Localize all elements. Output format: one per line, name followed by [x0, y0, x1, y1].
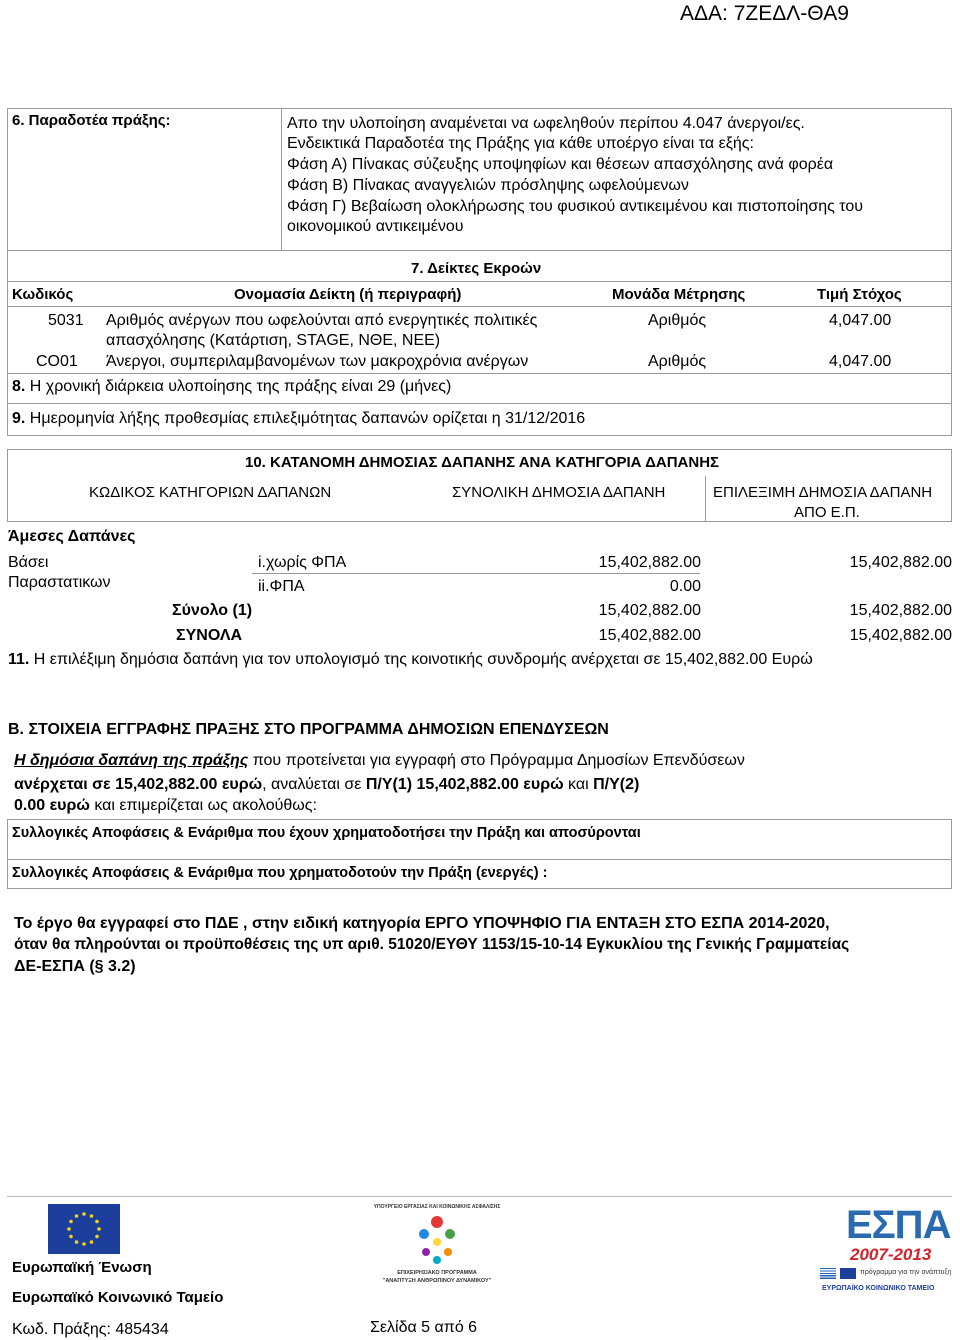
- decisions-box-mid: [7, 859, 952, 860]
- section-b-title: Β. ΣΤΟΙΧΕΙΑ ΕΓΓΡΑΦΗΣ ΠΡΑΞΗΣ ΣΤΟ ΠΡΟΓΡΑΜΜΑ ΔΗΜΟΣΙΩΝ ΕΠΕΝΔΥΣΕΩΝ: [8, 721, 609, 738]
- deadline-line: [12, 409, 585, 429]
- pde-paragraph-line2: [14, 775, 639, 795]
- ministry-programme-name: "ΑΝΑΠΤΥΞΗ ΑΝΘΡΩΠΙΝΟΥ ΔΥΝΑΜΙΚΟΥ": [382, 1278, 492, 1284]
- deliverables-line-1: Απο την υλοποίηση αναμένεται να ωφεληθούν περίπου 4.047 άνεργοι/ες.: [287, 115, 805, 132]
- eu-star: [95, 1220, 99, 1224]
- section7-right-border: [951, 251, 952, 436]
- deliverables-line-6: οικονομικού αντικειμένου: [287, 218, 464, 235]
- eu-small-flag-icon: [840, 1268, 856, 1279]
- public-expense-text: που προτείνεται για εγγραφή στο Πρόγραμμα Δημοσίων Επενδύσεων: [248, 752, 745, 769]
- ministry-logo: [372, 1204, 502, 1296]
- footer-page-number: Σελίδα 5 από 6: [370, 1319, 478, 1336]
- eu-flag-logo: [48, 1204, 120, 1254]
- ministry-emblem-icon: [412, 1214, 462, 1266]
- allocation-col-eligible-cont: ΑΠΟ Ε.Π.: [794, 504, 860, 521]
- registration-note-line2: όταν θα πληρούνται οι προϋποθέσεις της υπ αριθ. 51020/ΕΥΘΥ 1153/15-10-14 Εγκυκλίου της Γενικής Γραμματείας: [14, 936, 850, 953]
- section9-number: 9.: [12, 410, 26, 427]
- indicator-code: 5031: [48, 312, 84, 329]
- eu-star: [69, 1220, 73, 1224]
- espa-wordmark: ΕΣΠΑ: [846, 1203, 951, 1247]
- budget-1: Π/Υ(1) 15,402,882.00 ευρώ: [365, 776, 564, 793]
- section8-top-border: [7, 373, 952, 374]
- sum1-label: Σύνολο (1): [172, 602, 253, 619]
- decisions-box-right: [951, 819, 952, 889]
- espa-logo: [810, 1200, 960, 1300]
- amount-total: ανέρχεται σε 15,402,882.00 ευρώ: [14, 776, 263, 793]
- section6-label: 6. Παραδοτέα πράξης:: [12, 112, 171, 129]
- indicator-unit: Αριθμός: [648, 353, 707, 370]
- emblem-dot-2: [419, 1229, 429, 1239]
- greek-flag-icon: [820, 1268, 836, 1279]
- decisions-box-left: [7, 819, 8, 889]
- section10-top-border: [7, 449, 952, 450]
- row-vat-label: ii.ΦΠΑ: [258, 578, 305, 595]
- indicators-col-code: Κωδικός: [12, 286, 74, 303]
- section10-col-divider: [705, 476, 706, 522]
- pde-paragraph-line3: [14, 796, 317, 816]
- pde-paragraph-line1: [14, 751, 745, 771]
- deliverables-line-3: Φάση Α) Πίνακας σύζευξης υποψηφίων και θέσεων απασχόλησης ανά φορέα: [287, 156, 834, 173]
- budget-2-amount: 0.00 ευρώ: [14, 797, 90, 814]
- section9-top-border: [7, 403, 952, 404]
- indicator-code: CO01: [36, 353, 78, 370]
- footer-rule: [7, 1196, 952, 1197]
- section10-right-border: [951, 449, 952, 522]
- sum1-total: 15,402,882.00: [598, 602, 701, 619]
- duration-text: Η χρονική διάρκεια υλοποίησης της πράξης είναι 29 (μήνες): [25, 378, 452, 395]
- indicators-col-name: Ονομασία Δείκτη (ή περιγραφή): [234, 286, 462, 303]
- indicator-unit: Αριθμός: [648, 312, 707, 329]
- eu-star: [67, 1227, 71, 1231]
- eu-star: [69, 1235, 73, 1239]
- footer-project-code: Κωδ. Πράξης: 485434: [12, 1321, 169, 1338]
- section6-left-border: [7, 108, 8, 251]
- decisions-box-top: [7, 819, 952, 820]
- eu-star: [75, 1240, 79, 1244]
- section6-divider: [281, 108, 282, 251]
- allocation-col-category: ΚΩΔΙΚΟΣ ΚΑΤΗΓΟΡΙΩΝ ΔΑΠΑΝΩΝ: [89, 484, 332, 501]
- indicator-name-cont: απασχόλησης (Κατάρτιση, STAGE, ΝΘΕ, ΝΕΕ): [106, 332, 441, 349]
- ministry-name: ΥΠΟΥΡΓΕΙΟ ΕΡΓΑΣΙΑΣ ΚΑΙ ΚΟΙΝΩΝΙΚΗΣ ΑΣΦΑΛΙΣΗΣ: [373, 1204, 501, 1210]
- espa-years: 2007-2013: [850, 1245, 932, 1264]
- allocation-col-total: ΣΥΝΟΛΙΚΗ ΔΗΜΟΣΙΑ ΔΑΠΑΝΗ: [452, 484, 666, 501]
- basis-label-cont: Παραστατικων: [8, 574, 111, 591]
- section7-left-border: [7, 251, 8, 436]
- eu-star: [75, 1214, 79, 1218]
- deliverables-line-4: Φάση Β) Πίνακας αναγγελιών πρόσληψης ωφελούμενων: [287, 177, 689, 194]
- deliverables-line-2: Ενδεικτικά Παραδοτέα της Πράξης για κάθε υποέργο είναι τα εξής:: [287, 135, 754, 152]
- row-vat-total: 0.00: [669, 578, 701, 595]
- eligible-expense-line: [8, 650, 813, 670]
- section6-top-border: [7, 108, 952, 109]
- row-separator: [252, 573, 700, 574]
- row-no-vat-eligible: 15,402,882.00: [849, 554, 952, 571]
- espa-tagline: πρόγραμμα για την ανάπτυξη: [860, 1269, 952, 1276]
- registration-note-line1: Το έργο θα εγγραφεί στο ΠΔΕ , στην ειδική κατηγορία ΕΡΓΟ ΥΠΟΨΗΦΙΟ ΓΙΑ ΕΝΤΑΞΗ ΣΤΟ ΕΣΠΑ 2014-2020,: [14, 915, 830, 932]
- eu-star: [82, 1242, 86, 1246]
- indicators-header-bottom: [7, 306, 952, 307]
- ministry-programme: ΕΠΙΧΕΙΡΗΣΙΑΚΟ ΠΡΟΓΡΑΜΜΑ: [397, 1270, 477, 1276]
- allocation-title: 10. ΚΑΤΑΝΟΜΗ ΔΗΜΟΣΙΑΣ ΔΑΠΑΝΗΣ ΑΝΑ ΚΑΤΗΓΟΡΙΑ ΔΑΠΑΝΗΣ: [245, 454, 720, 471]
- eu-flag-background: [48, 1204, 120, 1254]
- connector-2: και: [563, 776, 594, 793]
- connector-1: , αναλύεται σε: [262, 776, 366, 793]
- sum1-eligible: 15,402,882.00: [849, 602, 952, 619]
- footer-fund: Ευρωπαϊκό Κοινωνικό Ταμείο: [12, 1289, 224, 1306]
- indicator-name: Άνεργοι, συμπεριλαμβανομένων των μακροχρόνια ανέργων: [106, 353, 529, 370]
- allocation-note: και επιμερίζεται ως ακολούθως:: [89, 797, 317, 814]
- emblem-dot-4: [433, 1238, 441, 1246]
- section7-bottom-border: [7, 435, 952, 436]
- emblem-dot-3: [445, 1229, 455, 1239]
- totals-label: ΣΥΝΟΛΑ: [176, 627, 243, 644]
- indicators-col-unit: Μονάδα Μέτρησης: [612, 286, 746, 303]
- indicators-header-top: [7, 281, 952, 282]
- indicators-col-target: Τιμή Στόχος: [817, 286, 902, 303]
- eu-star: [90, 1240, 94, 1244]
- section6-bottom-border: [7, 250, 952, 251]
- emblem-dot-6: [444, 1248, 452, 1256]
- allocation-col-eligible: ΕΠΙΛΕΞΙΜΗ ΔΗΜΟΣΙΑ ΔΑΠΑΝΗ: [713, 484, 933, 501]
- indicators-title: 7. Δείκτες Εκροών: [411, 260, 542, 277]
- basis-label: Βάσει: [8, 554, 49, 571]
- emblem-dot-7: [433, 1256, 441, 1264]
- emblem-dot-1: [431, 1216, 443, 1228]
- deliverables-line-5: Φάση Γ) Βεβαίωση ολοκλήρωσης του φυσικού αντικειμένου και πιστοποίησης του: [287, 198, 864, 215]
- totals-total: 15,402,882.00: [598, 627, 701, 644]
- section10-left-border: [7, 449, 8, 522]
- deadline-text: Ημερομηνία λήξης προθεσμίας επιλεξιμότητας δαπανών ορίζεται η 31/12/2016: [25, 410, 586, 427]
- eu-star: [90, 1214, 94, 1218]
- ada-code: ΑΔΑ: 7ΖΕΔΛ-ΘΑ9: [680, 2, 849, 25]
- decisions-box-bottom: [7, 888, 952, 889]
- indicator-target: 4,047.00: [829, 353, 892, 370]
- totals-eligible: 15,402,882.00: [849, 627, 952, 644]
- eu-star: [82, 1212, 86, 1216]
- indicator-target: 4,047.00: [829, 312, 892, 329]
- active-decisions-label: Συλλογικές Αποφάσεις & Ενάριθμα που χρηματοδοτούν την Πράξη (ενεργές) :: [12, 865, 548, 881]
- withdrawn-decisions-label: Συλλογικές Αποφάσεις & Ενάριθμα που έχουν χρηματοδοτήσει την Πράξη και αποσύρονται: [12, 825, 641, 841]
- direct-costs-label: Άμεσες Δαπάνες: [8, 528, 136, 545]
- duration-line: [12, 377, 451, 397]
- registration-note-line3: ΔΕ-ΕΣΠΑ (§ 3.2): [14, 958, 136, 975]
- section8-number: 8.: [12, 378, 26, 395]
- indicator-name: Αριθμός ανέργων που ωφελούνται από ενεργητικές πολιτικές: [106, 312, 538, 329]
- row-no-vat-label: i.χωρίς ΦΠΑ: [258, 554, 347, 571]
- row-no-vat-total: 15,402,882.00: [598, 554, 701, 571]
- emblem-dot-5: [422, 1248, 430, 1256]
- section11-number: 11.: [8, 651, 30, 668]
- budget-2-label: Π/Υ(2): [593, 776, 640, 793]
- eu-star: [97, 1227, 101, 1231]
- footer-eu: Ευρωπαϊκή Ένωση: [12, 1259, 152, 1276]
- eligible-expense-text: Η επιλέξιμη δημόσια δαπάνη για τον υπολογισμό της κοινοτικής συνδρομής ανέρχεται σε 15,402,882.00 Ευρώ: [29, 651, 813, 668]
- espa-fund-label: ΕΥΡΩΠΑΪΚΟ ΚΟΙΝΩΝΙΚΟ ΤΑΜΕΙΟ: [822, 1285, 935, 1292]
- eu-star: [95, 1235, 99, 1239]
- section6-right-border: [951, 108, 952, 251]
- public-expense-emphasis: Η δημόσια δαπάνη της πράξης: [14, 752, 249, 769]
